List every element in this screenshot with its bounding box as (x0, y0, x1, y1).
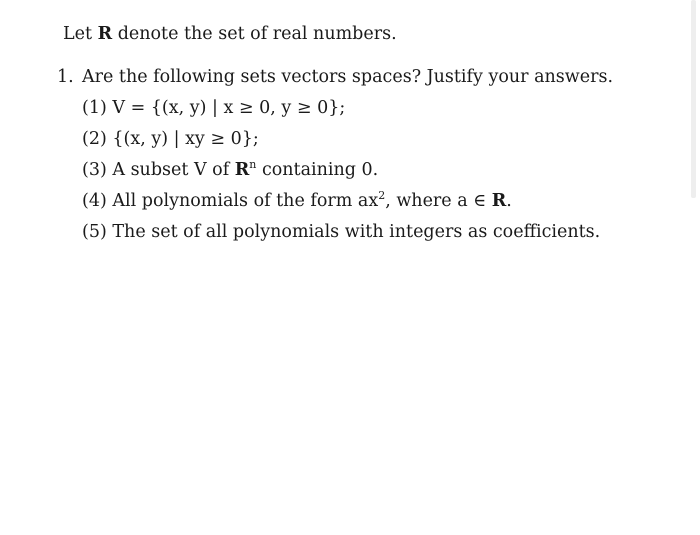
part-4-mid: , where a ∈ (385, 191, 492, 211)
intro-before: Let (63, 24, 98, 44)
part-3-label: (3) (82, 160, 107, 180)
part-1-label: (1) (82, 98, 107, 118)
part-3-pre: A subset V of (112, 160, 235, 180)
part-3-post: containing 0. (256, 160, 379, 180)
question-number: 1. (57, 67, 74, 87)
part-2-text: {(x, y) | xy ≥ 0}; (112, 129, 259, 149)
intro-sentence (63, 23, 397, 45)
question-text: Are the following sets vectors spaces? Justify your answers. (82, 67, 614, 87)
part-3-sup: n (249, 158, 257, 171)
part-4-pre: All polynomials of the form ax (112, 191, 379, 211)
part-3 (82, 159, 378, 181)
part-4 (82, 190, 512, 212)
intro-after: denote the set of real numbers. (112, 24, 397, 44)
part-3-bold: R (234, 160, 250, 180)
real-numbers-symbol: R (97, 24, 113, 44)
part-5 (82, 221, 600, 243)
part-1-text: V = {(x, y) | x ≥ 0, y ≥ 0}; (112, 98, 346, 118)
scrollbar[interactable] (691, 0, 696, 198)
part-4-post: . (506, 191, 512, 211)
question-1 (57, 66, 613, 88)
part-4-sup: 2 (378, 189, 386, 202)
part-5-label: (5) (82, 222, 107, 242)
part-5-text: The set of all polynomials with integers as coefficients. (112, 222, 601, 242)
part-2 (82, 128, 259, 150)
part-4-label: (4) (82, 191, 107, 211)
part-4-bold: R (491, 191, 507, 211)
part-2-label: (2) (82, 129, 107, 149)
part-1 (82, 97, 345, 119)
